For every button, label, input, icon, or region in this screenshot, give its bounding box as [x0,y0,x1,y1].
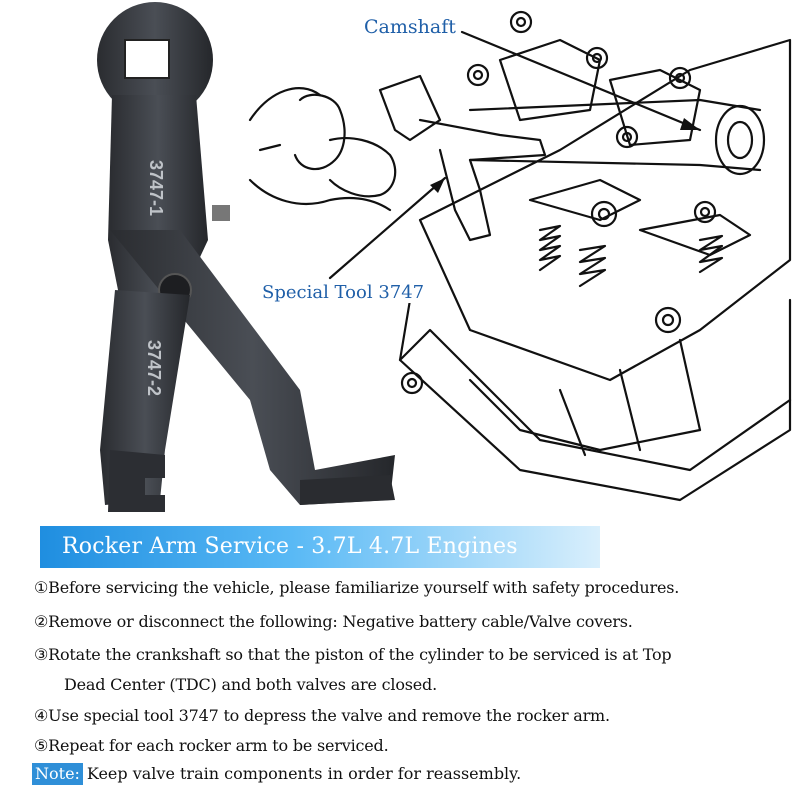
step-marker: ③ [34,645,49,664]
note-text: Keep valve train components in order for reassembly. [86,764,522,783]
engine-line-drawing [250,12,790,500]
note-label: Note: [32,763,83,785]
step-marker: ② [34,612,49,631]
step-marker: ① [34,578,49,597]
camshaft-callout: Camshaft [364,16,456,38]
special-tool-callout: Special Tool 3747 [262,282,425,303]
step-text: Remove or disconnect the following: Negative battery cable/Valve covers. [48,612,633,631]
step-text: Repeat for each rocker arm to be serviced. [48,736,389,755]
step-marker: ④ [34,706,49,725]
step-2 [34,612,633,631]
step-text: Dead Center (TDC) and both valves are closed. [64,675,437,694]
step-4 [34,706,610,725]
section-banner [40,526,600,568]
step-5 [34,736,388,755]
note [32,764,521,783]
step-text: Rotate the crankshaft so that the piston of the cylinder to be serviced is at Top [48,645,672,664]
step-3 [34,645,671,664]
step-text: Use special tool 3747 to depress the valve and remove the rocker arm. [48,706,610,725]
banner-title: Rocker Arm Service - 3.7L 4.7L Engines [62,534,518,559]
step-3-continuation [64,675,437,694]
tool-marking-lower: 3747-2 [144,340,164,397]
tool-marking-upper: 3747-1 [146,160,166,217]
step-marker: ⑤ [34,736,49,755]
step-text: Before servicing the vehicle, please familiarize yourself with safety procedures. [48,578,680,597]
step-1 [34,578,679,597]
special-tool-3747 [97,2,395,512]
